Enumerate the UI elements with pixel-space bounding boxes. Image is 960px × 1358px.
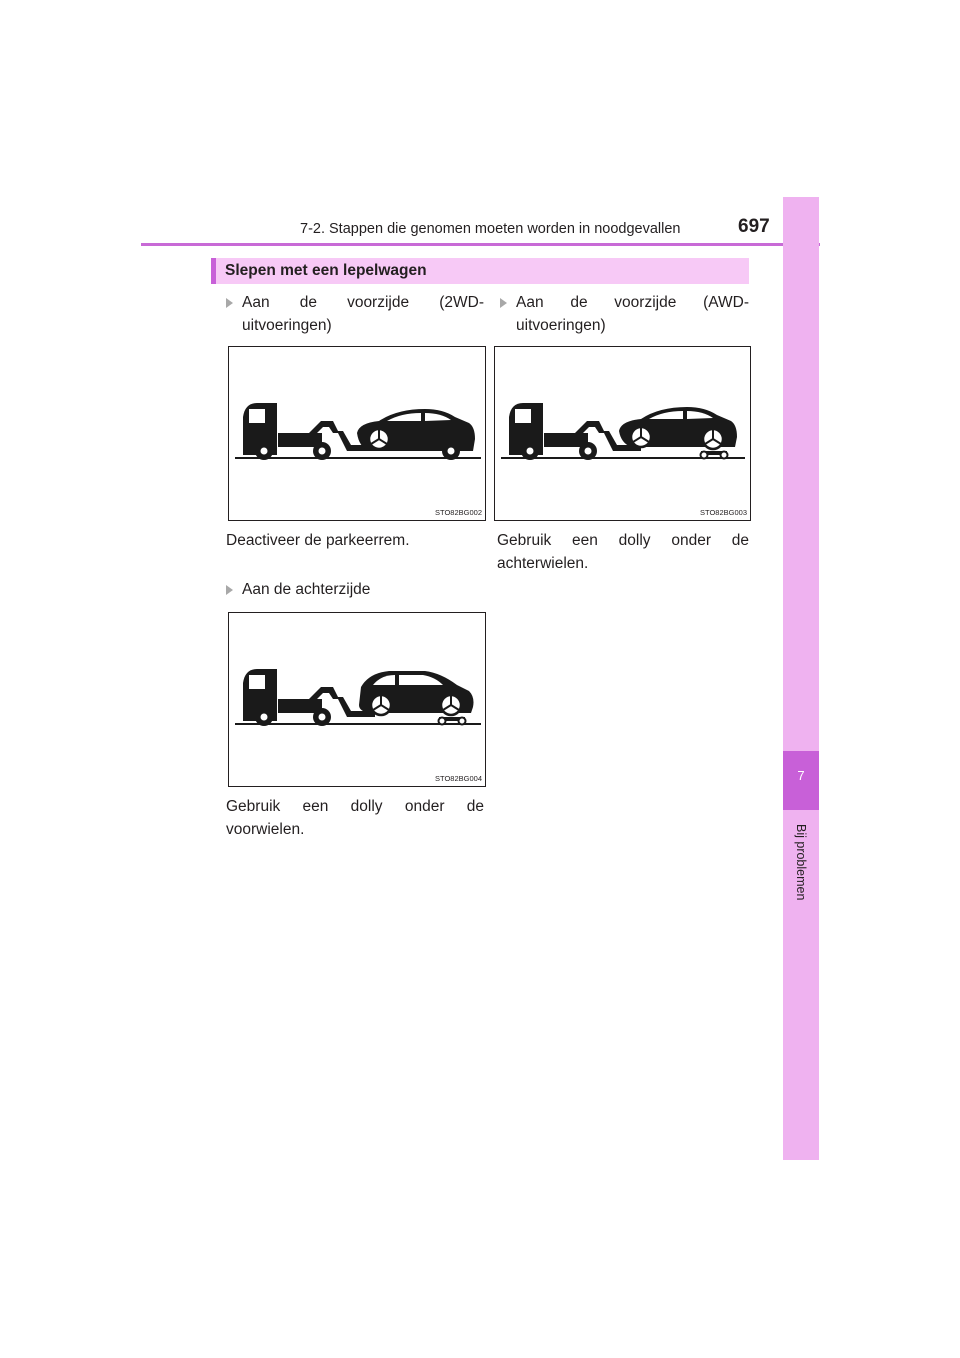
bullet-triangle-icon [226,585,233,595]
bullet-triangle-icon [500,298,507,308]
item-body-front-2wd: Deactiveer de parkeerrem. [226,532,410,549]
item-heading-text: Aan de voorzijde (AWD-uitvoeringen) [516,294,749,334]
section-heading-accent [211,258,216,284]
item-heading-rear [226,578,484,601]
figure-rear [228,612,486,787]
item-heading-front-2wd [226,291,484,337]
tow-truck-front-2wd-illustration [229,347,485,520]
page-number: 697 [738,216,770,237]
section-heading-text: Slepen met een lepelwagen [225,262,427,279]
tow-truck-front-awd-illustration [495,347,750,520]
figure-code: STO82BG002 [435,508,482,517]
item-body-rear: Gebruik een dolly onder de voorwielen. [226,798,484,838]
chapter-label: Bij problemen [794,824,808,901]
figure-code: STO82BG003 [700,508,747,517]
bullet-triangle-icon [226,298,233,308]
tow-truck-rear-illustration [229,613,485,786]
figure-front-awd [494,346,751,521]
figure-front-2wd [228,346,486,521]
figure-code: STO82BG004 [435,774,482,783]
chapter-number: 7 [797,768,805,783]
chapter-side-band [783,197,819,1160]
item-body-front-awd: Gebruik een dolly onder de achterwielen. [497,532,749,572]
header-rule [141,243,820,246]
item-heading-text: Aan de achterzijde [242,581,371,598]
item-heading-front-awd [500,291,749,337]
running-header: 7-2. Stappen die genomen moeten worden in noodgevallen [300,221,681,237]
item-heading-text: Aan de voorzijde (2WD-uitvoeringen) [242,294,484,334]
section-heading [211,258,749,284]
